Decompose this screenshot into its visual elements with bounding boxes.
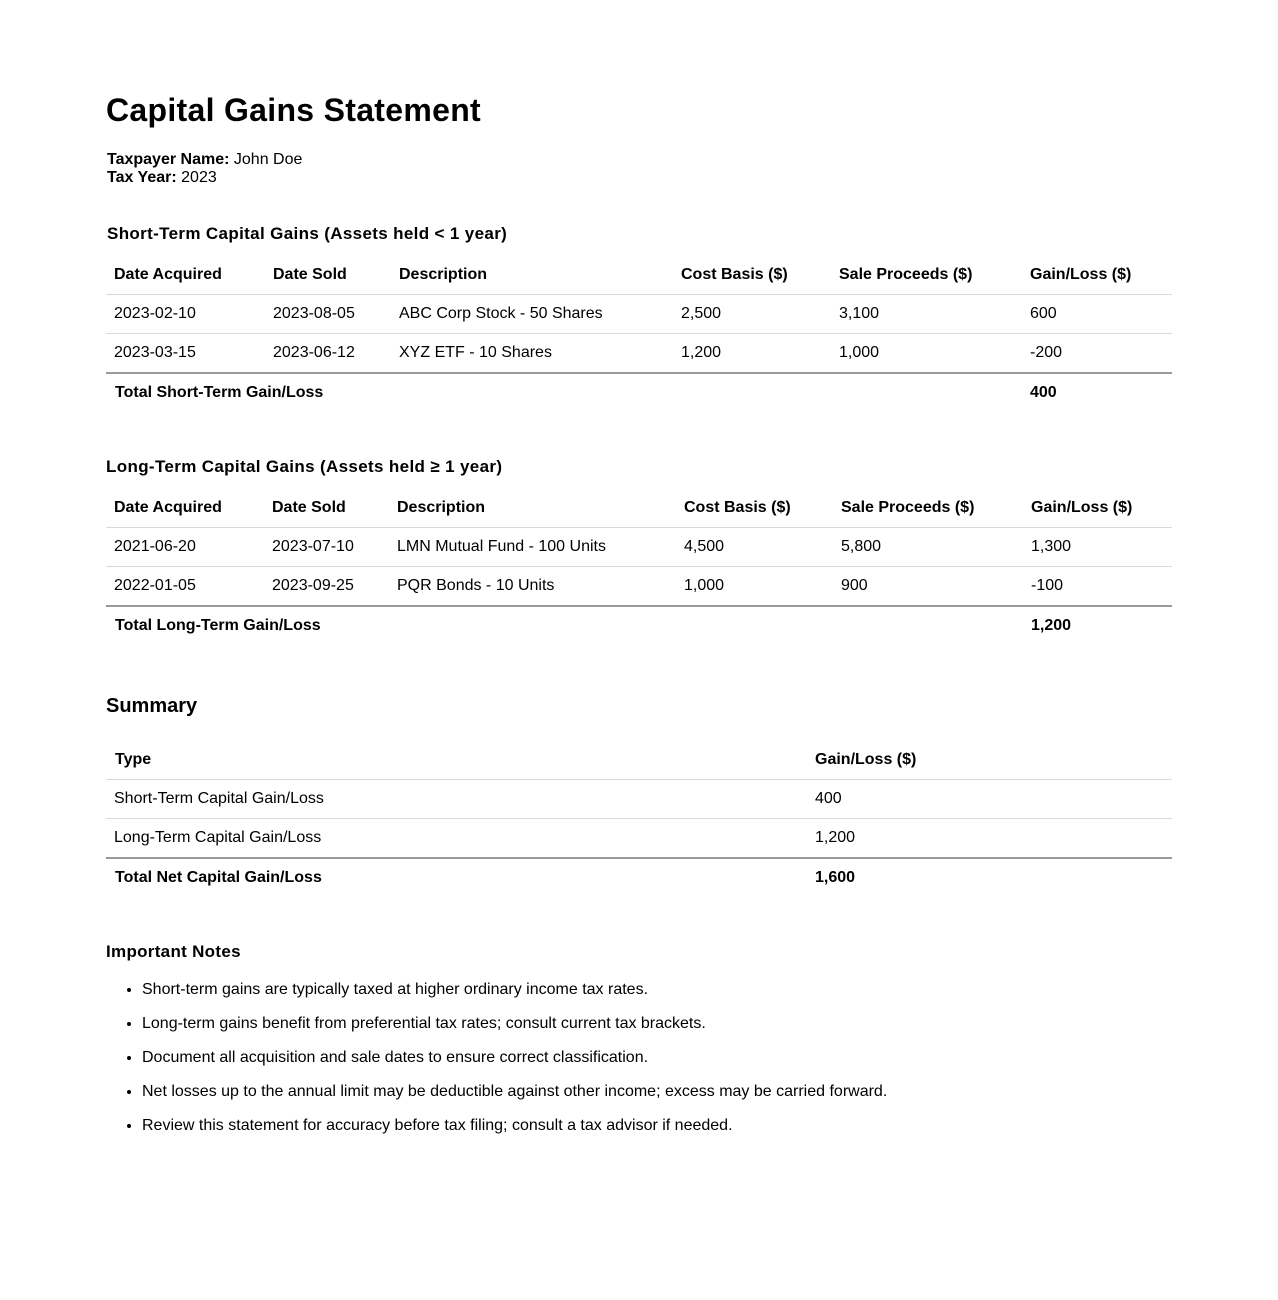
cell-type: Long-Term Capital Gain/Loss [106, 819, 807, 859]
cell-gain-loss: -200 [1022, 334, 1172, 374]
column-header: Date Acquired [106, 488, 264, 528]
cell-date-acquired: 2021-06-20 [106, 528, 264, 567]
long-term-heading: Long-Term Capital Gains (Assets held ≥ 1 year) [106, 457, 503, 476]
notes-heading: Important Notes [106, 942, 241, 961]
total-row [106, 606, 1172, 645]
total-row [106, 373, 1172, 412]
table-row [106, 528, 1172, 567]
column-header: Type [106, 740, 807, 780]
cell-date-sold: 2023-09-25 [264, 567, 389, 607]
long-term-table [106, 488, 1172, 645]
list-item: • Document all acquisition and sale dates to ensure correct classification. [142, 1049, 1172, 1067]
summary-table [106, 740, 1172, 897]
column-header: Sale Proceeds ($) [831, 255, 1022, 295]
column-header: Gain/Loss ($) [807, 740, 1172, 780]
total-label: Total Long-Term Gain/Loss [106, 606, 1023, 645]
cell-description: XYZ ETF - 10 Shares [391, 334, 673, 374]
column-header: Gain/Loss ($) [1023, 488, 1172, 528]
cell-date-acquired: 2022-01-05 [106, 567, 264, 607]
cell-cost-basis: 1,000 [676, 567, 833, 607]
table-header-row [106, 255, 1172, 295]
column-header: Date Acquired [106, 255, 265, 295]
cell-description: LMN Mutual Fund - 100 Units [389, 528, 676, 567]
taxpayer-name-line [107, 151, 1172, 169]
table-row [106, 819, 1172, 859]
summary-heading: Summary [106, 695, 198, 717]
cell-gain-loss: 1,200 [807, 819, 1172, 859]
cell-gain-loss: 400 [807, 780, 1172, 819]
cell-cost-basis: 2,500 [673, 295, 831, 334]
notes-list [106, 981, 1172, 1135]
taxpayer-name-label: Taxpayer Name: [107, 151, 230, 168]
column-header: Cost Basis ($) [673, 255, 831, 295]
column-header: Date Sold [265, 255, 391, 295]
cell-date-acquired: 2023-03-15 [106, 334, 265, 374]
cell-date-sold: 2023-08-05 [265, 295, 391, 334]
cell-description: ABC Corp Stock - 50 Shares [391, 295, 673, 334]
cell-sale-proceeds: 5,800 [833, 528, 1023, 567]
column-header: Sale Proceeds ($) [833, 488, 1023, 528]
cell-cost-basis: 4,500 [676, 528, 833, 567]
total-value: 1,200 [1023, 606, 1172, 645]
column-header: Description [389, 488, 676, 528]
list-item: • Net losses up to the annual limit may be deductible against other income; excess may be carried forward. [142, 1083, 1172, 1101]
column-header: Cost Basis ($) [676, 488, 833, 528]
cell-description: PQR Bonds - 10 Units [389, 567, 676, 607]
taxpayer-name-value: John Doe [233, 151, 303, 168]
tax-year-value: 2023 [181, 169, 217, 186]
cell-gain-loss: 600 [1022, 295, 1172, 334]
cell-sale-proceeds: 900 [833, 567, 1023, 607]
total-value: 1,600 [807, 858, 1172, 897]
column-header: Gain/Loss ($) [1022, 255, 1172, 295]
table-row [106, 334, 1172, 374]
cell-date-sold: 2023-06-12 [265, 334, 391, 374]
tax-year-line [107, 169, 1172, 187]
page-title: Capital Gains Statement [106, 92, 481, 128]
table-header-row [106, 488, 1172, 528]
list-item: • Long-term gains benefit from preferential tax rates; consult current tax brackets. [142, 1015, 1172, 1033]
cell-date-sold: 2023-07-10 [264, 528, 389, 567]
total-row [106, 858, 1172, 897]
list-item: • Short-term gains are typically taxed at higher ordinary income tax rates. [142, 981, 1172, 999]
table-row [106, 295, 1172, 334]
total-label: Total Net Capital Gain/Loss [106, 858, 807, 897]
tax-year-label: Tax Year: [107, 169, 177, 186]
cell-gain-loss: 1,300 [1023, 528, 1172, 567]
column-header: Date Sold [264, 488, 389, 528]
cell-sale-proceeds: 3,100 [831, 295, 1022, 334]
total-value: 400 [1022, 373, 1172, 412]
short-term-heading: Short-Term Capital Gains (Assets held < 1 year) [107, 224, 508, 243]
table-header-row [106, 740, 1172, 780]
cell-gain-loss: -100 [1023, 567, 1172, 607]
table-row [106, 567, 1172, 607]
taxpayer-info [107, 151, 1172, 187]
cell-type: Short-Term Capital Gain/Loss [106, 780, 807, 819]
cell-sale-proceeds: 1,000 [831, 334, 1022, 374]
total-label: Total Short-Term Gain/Loss [106, 373, 1022, 412]
short-term-table [106, 255, 1172, 412]
column-header: Description [391, 255, 673, 295]
list-item: • Review this statement for accuracy before tax filing; consult a tax advisor if needed. [142, 1117, 1172, 1135]
cell-cost-basis: 1,200 [673, 334, 831, 374]
cell-date-acquired: 2023-02-10 [106, 295, 265, 334]
table-row [106, 780, 1172, 819]
